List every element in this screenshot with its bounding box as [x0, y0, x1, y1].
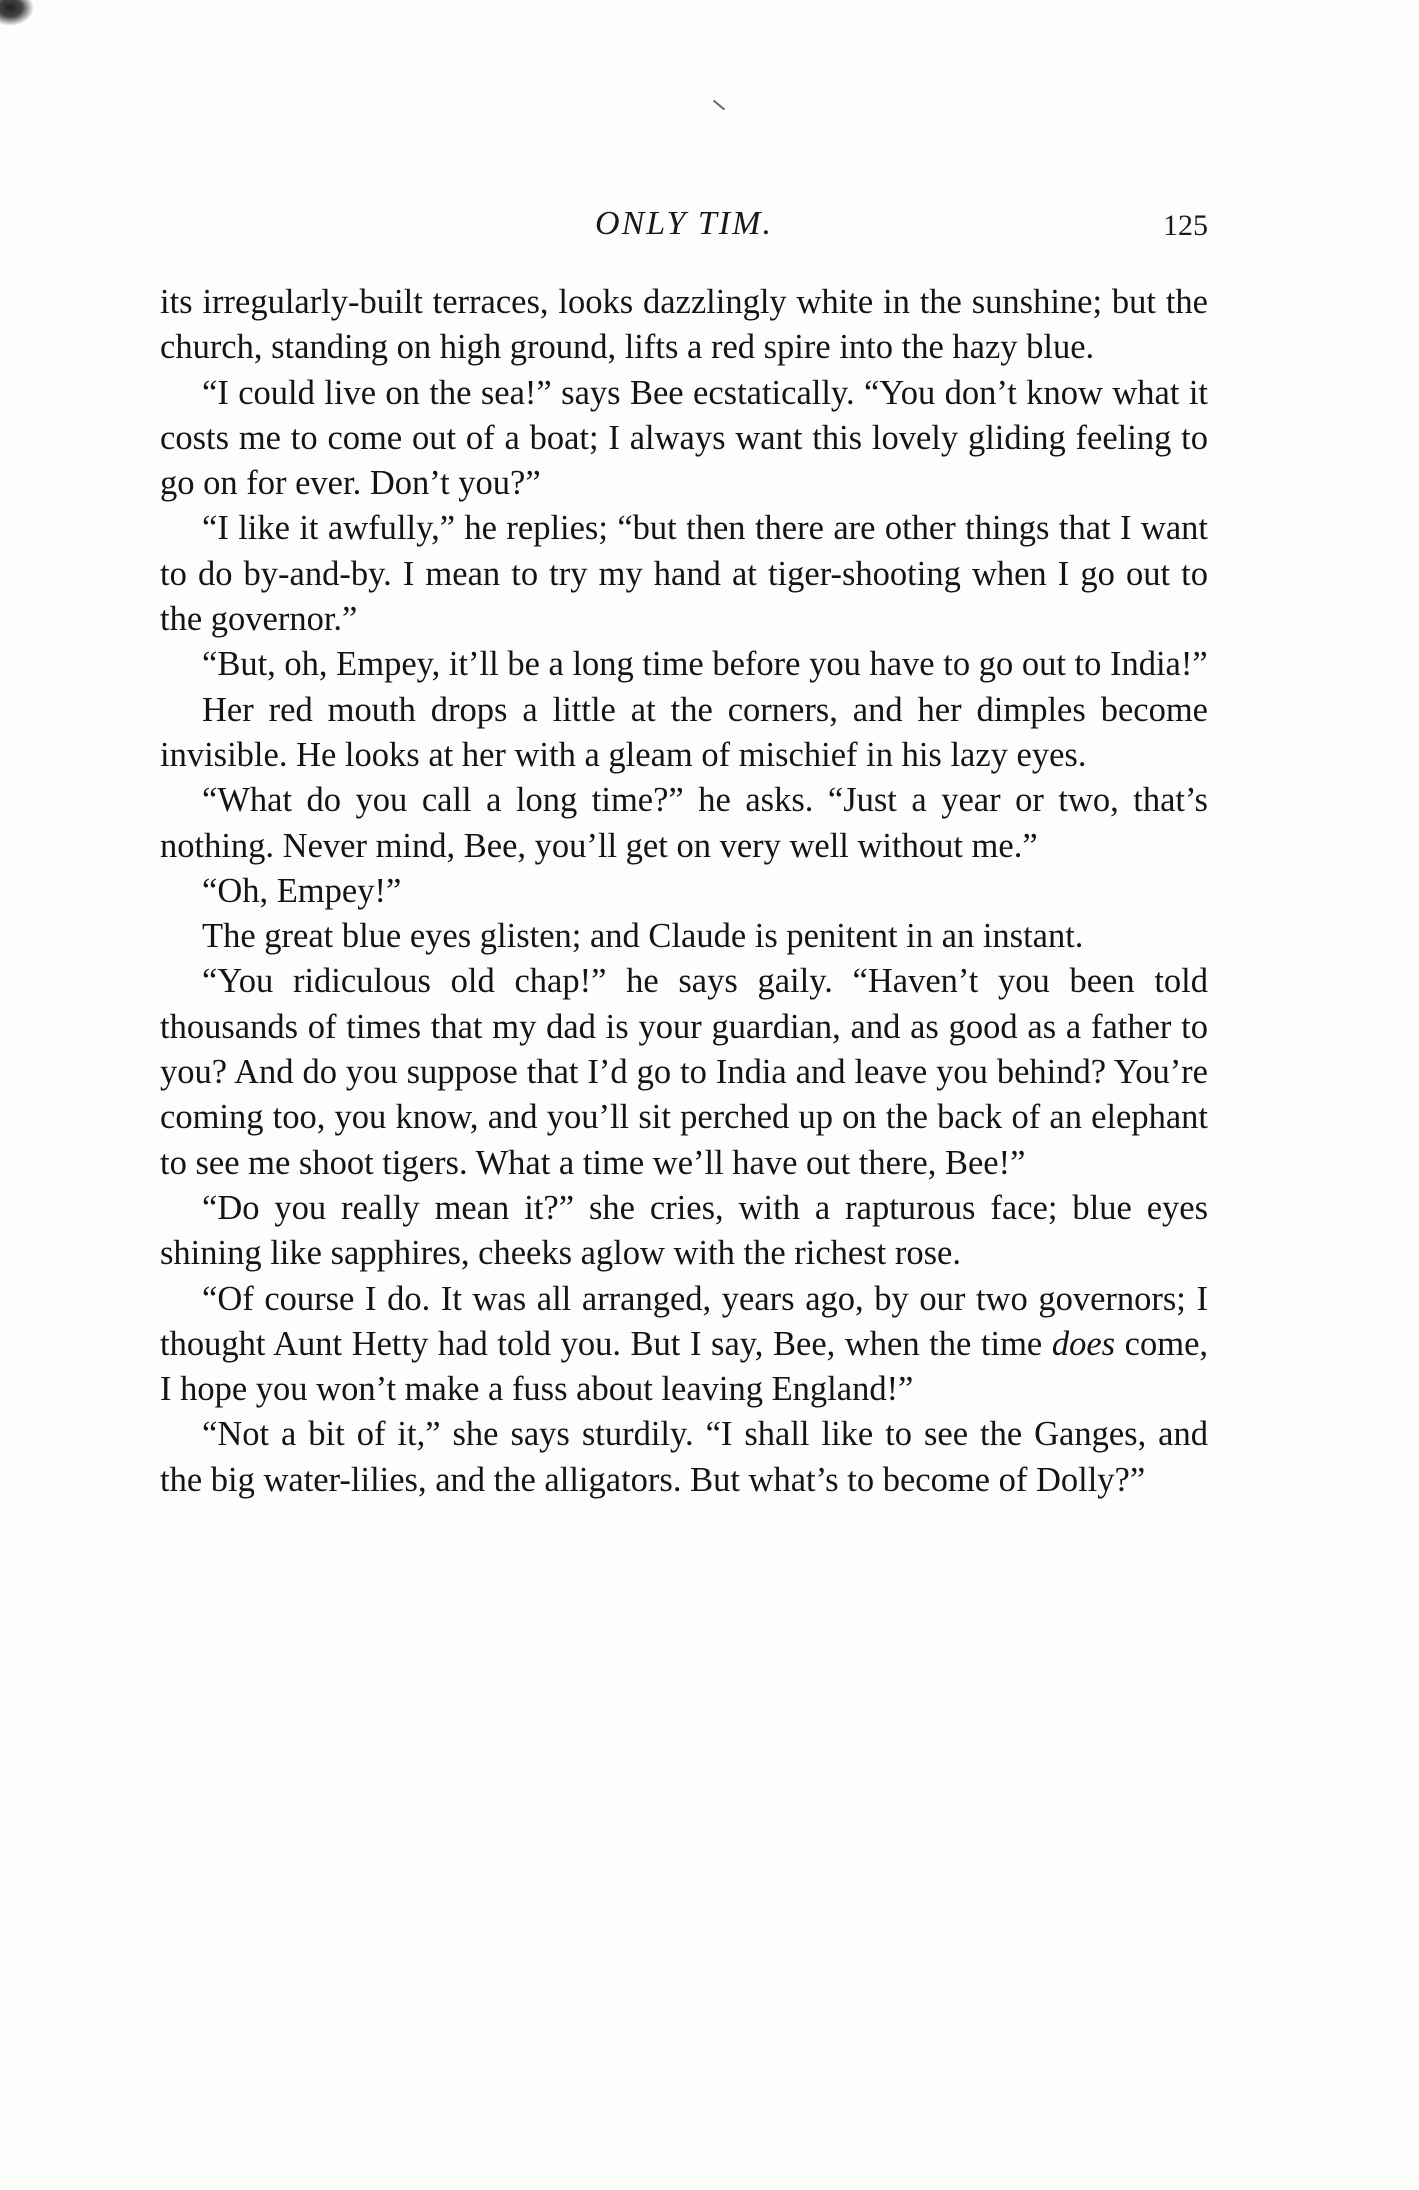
paragraph: [160, 1277, 1208, 1413]
paragraph: The great blue eyes glisten; and Claude is penitent in an instant.: [202, 917, 1084, 956]
paragraph: “I could live on the sea!” says Bee ecstatically. “You don’t know what it costs me to come out of a boat; I always want this lovely gliding feeling to go on for ever. Don’t you?”: [160, 373, 1208, 503]
paragraph: “You ridiculous old chap!” he says gaily. “Haven’t you been told thousands of times that my dad is your guardian, and as good as a father to you? And do you suppose that I’d go to India and leave you behind? You’re coming too, you know, and you’ll sit perched up on the back of an elephant to see me shoot tigers. What a time we’ll have out there, Bee!”: [160, 962, 1208, 1182]
paragraph: “What do you call a long time?” he asks. “Just a year or two, that’s nothing. Never mind, Bee, you’ll get on very well without me.”: [160, 781, 1208, 865]
stray-mark: [713, 100, 725, 111]
paragraph: its irregularly-built terraces, looks dazzlingly white in the sunshine; but the church, standing on high ground, lifts a red spire into the hazy blue.: [160, 283, 1208, 367]
paragraph: “But, oh, Empey, it’ll be a long time before you have to go out to India!”: [202, 645, 1208, 684]
running-title: ONLY TIM.: [595, 205, 773, 242]
page-header: [160, 205, 1208, 255]
paragraph: “Oh, Empey!”: [202, 871, 402, 910]
page-number: 125: [1163, 209, 1208, 242]
paragraph: “Not a bit of it,” she says sturdily. “I shall like to see the Ganges, and the big water-lilies, and the alligators. But what’s to become of Dolly?”: [160, 1415, 1208, 1499]
paragraph-text: “Of course I do. It was all arranged, years ago, by our two governors; I thought Aunt Hetty had told you. But I say, Bee, when the time: [160, 1279, 1208, 1363]
emphasized-word: does: [1051, 1324, 1116, 1363]
paragraph: “Do you really mean it?” she cries, with a rapturous face; blue eyes shining like sapphires, cheeks aglow with the richest rose.: [160, 1188, 1208, 1273]
paragraph: Her red mouth drops a little at the corners, and her dimples become invisible. He looks at her with a gleam of mischief in his lazy eyes.: [160, 690, 1208, 774]
paragraph: “I like it awfully,” he replies; “but then there are other things that I want to do by-and-by. I mean to try my hand at tiger-shooting when I go out to the governor.”: [160, 509, 1208, 639]
paragraph-text: come, I hope you won’t make a fuss about leaving England!”: [160, 1324, 1209, 1409]
scan-smudge: [0, 0, 34, 26]
body-text: [160, 280, 1208, 1503]
